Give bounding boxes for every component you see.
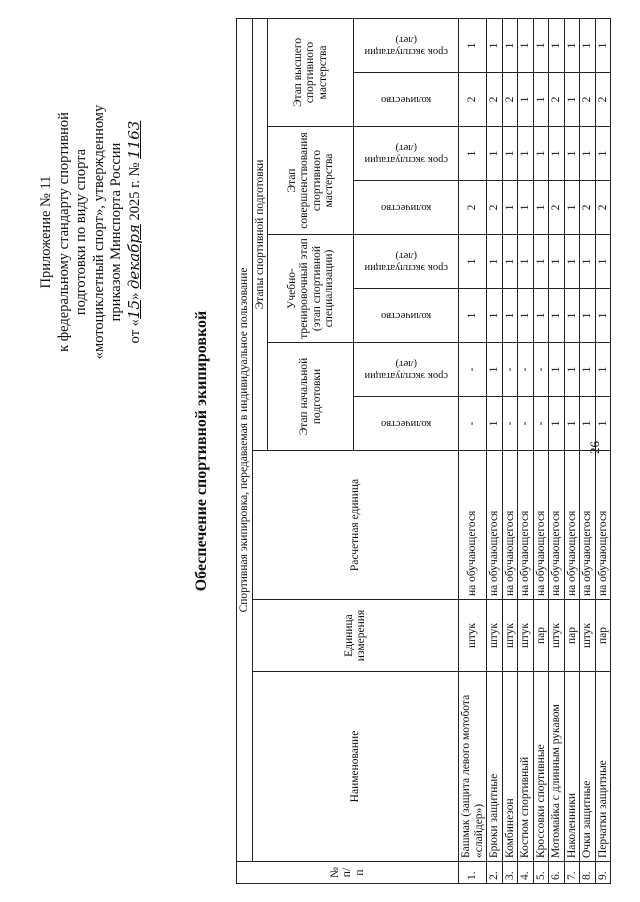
row-quantity: 1 bbox=[518, 73, 534, 127]
date-year: 2025 г. № bbox=[126, 162, 143, 221]
row-term: 1 bbox=[533, 18, 549, 72]
appendix-line-2: к федеральному стандарту спортивной bbox=[55, 112, 72, 352]
table-row bbox=[564, 18, 580, 883]
row-term: 1 bbox=[487, 235, 503, 289]
row-number: 7. bbox=[564, 862, 580, 884]
row-term: - bbox=[533, 343, 549, 397]
row-quantity: 1 bbox=[533, 73, 549, 127]
row-quantity: 1 bbox=[595, 397, 611, 451]
row-quantity: 1 bbox=[580, 397, 596, 451]
row-name: Костюм спортивный bbox=[518, 672, 534, 862]
row-quantity: 1 bbox=[580, 289, 596, 343]
row-quantity: 2 bbox=[580, 73, 596, 127]
row-quantity: 1 bbox=[549, 289, 565, 343]
row-term: 1 bbox=[564, 18, 580, 72]
row-term: 1 bbox=[580, 18, 596, 72]
table-row bbox=[459, 18, 487, 883]
sub-header-qty: количество bbox=[354, 289, 459, 343]
row-unit: штук bbox=[580, 600, 596, 672]
row-number: 5. bbox=[533, 862, 549, 884]
appendix-line-4: «мотоциклетный спорт», утвержденному bbox=[90, 104, 107, 360]
row-term: 1 bbox=[595, 127, 611, 181]
table-row bbox=[595, 18, 611, 883]
row-unit: штук bbox=[487, 600, 503, 672]
row-unit: пар bbox=[595, 600, 611, 672]
row-term: 1 bbox=[502, 18, 518, 72]
row-name: Перчатки защитные bbox=[595, 672, 611, 862]
equipment-table bbox=[236, 18, 611, 884]
row-quantity: 2 bbox=[502, 73, 518, 127]
row-quantity: 2 bbox=[549, 73, 565, 127]
appendix-date-line bbox=[126, 22, 145, 442]
row-number: 9. bbox=[595, 862, 611, 884]
row-term: 1 bbox=[564, 343, 580, 397]
order-number: 1163 bbox=[124, 120, 143, 159]
row-quantity: - bbox=[533, 397, 549, 451]
row-unit: штук bbox=[502, 600, 518, 672]
row-quantity: 2 bbox=[487, 73, 503, 127]
row-name: Наколенники bbox=[564, 672, 580, 862]
row-calc: на обучающегося bbox=[533, 451, 549, 600]
header-num: № п/п bbox=[237, 862, 459, 884]
row-term: 1 bbox=[533, 127, 549, 181]
table-row bbox=[533, 18, 549, 883]
date-mid: » bbox=[126, 292, 143, 300]
row-quantity: 1 bbox=[595, 289, 611, 343]
row-term: 1 bbox=[518, 127, 534, 181]
row-term: 1 bbox=[487, 343, 503, 397]
row-term: 1 bbox=[549, 18, 565, 72]
row-quantity: 1 bbox=[459, 289, 487, 343]
row-quantity: 2 bbox=[580, 181, 596, 235]
row-quantity: 1 bbox=[518, 181, 534, 235]
row-term: 1 bbox=[459, 127, 487, 181]
row-term: 1 bbox=[580, 343, 596, 397]
row-quantity: 2 bbox=[459, 181, 487, 235]
row-unit: пар bbox=[564, 600, 580, 672]
document-title: Обеспечение спортивной экипировкой bbox=[193, 310, 210, 592]
date-month: декабря bbox=[124, 224, 143, 290]
date-day: 15 bbox=[124, 299, 143, 320]
row-quantity: 1 bbox=[533, 181, 549, 235]
row-name: Брюки защитные bbox=[487, 672, 503, 862]
row-quantity: - bbox=[459, 397, 487, 451]
sub-header-qty: количество bbox=[354, 181, 459, 235]
row-term: 1 bbox=[518, 18, 534, 72]
appendix-line-1: Приложение № 11 bbox=[38, 175, 54, 289]
stage-header-4: Этап высшего спортивного мастерства bbox=[268, 18, 354, 126]
row-term: 1 bbox=[502, 235, 518, 289]
stage-header-3: Этап совершенствования спортивного мастерства bbox=[268, 127, 354, 235]
row-unit: штук bbox=[518, 600, 534, 672]
row-quantity: 1 bbox=[564, 289, 580, 343]
row-calc: на обучающегося bbox=[502, 451, 518, 600]
row-unit: штук bbox=[459, 600, 487, 672]
row-calc: на обучающегося bbox=[549, 451, 565, 600]
row-name: Комбинезон bbox=[502, 672, 518, 862]
row-term: 1 bbox=[564, 235, 580, 289]
row-quantity: 2 bbox=[549, 181, 565, 235]
row-quantity: 2 bbox=[595, 73, 611, 127]
sub-header-qty: количество bbox=[354, 73, 459, 127]
stage-header-2: Учебно-тренировочный этап (этап спортивной специализации) bbox=[268, 235, 354, 343]
sub-header-term: срок эксплуатации (лет) bbox=[354, 18, 459, 72]
row-quantity: 2 bbox=[459, 73, 487, 127]
table-row bbox=[502, 18, 518, 883]
row-term: - bbox=[459, 343, 487, 397]
sub-header-term: срок эксплуатации (лет) bbox=[354, 235, 459, 289]
row-term: - bbox=[502, 343, 518, 397]
date-prefix: от « bbox=[126, 319, 143, 344]
table-row bbox=[580, 18, 596, 883]
row-number: 4. bbox=[518, 862, 534, 884]
row-quantity: 1 bbox=[564, 397, 580, 451]
row-quantity: 1 bbox=[564, 181, 580, 235]
row-calc: на обучающегося bbox=[564, 451, 580, 600]
row-calc: на обучающегося bbox=[580, 451, 596, 600]
row-number: 2. bbox=[487, 862, 503, 884]
row-term: 1 bbox=[549, 343, 565, 397]
row-term: 1 bbox=[595, 235, 611, 289]
appendix-line-5: приказом Минспорта России bbox=[108, 142, 124, 322]
header-calc: Расчетная единица bbox=[252, 451, 459, 600]
row-calc: на обучающегося bbox=[487, 451, 503, 600]
row-term: 1 bbox=[502, 127, 518, 181]
row-term: 1 bbox=[487, 127, 503, 181]
header-stages: Этапы спортивной подготовки bbox=[252, 18, 268, 450]
table-row bbox=[549, 18, 565, 883]
sub-header-term: срок эксплуатации (лет) bbox=[354, 127, 459, 181]
row-quantity: 2 bbox=[487, 181, 503, 235]
row-calc: на обучающегося bbox=[459, 451, 487, 600]
row-quantity: - bbox=[518, 397, 534, 451]
header-name: Наименование bbox=[252, 672, 459, 862]
appendix-header bbox=[38, 22, 144, 442]
appendix-line-3: подготовки по виду спорта bbox=[73, 148, 89, 316]
row-quantity: 2 bbox=[595, 181, 611, 235]
row-quantity: 1 bbox=[487, 397, 503, 451]
row-term: 1 bbox=[459, 18, 487, 72]
row-term: 1 bbox=[487, 18, 503, 72]
row-term: 1 bbox=[595, 343, 611, 397]
table-row bbox=[518, 18, 534, 883]
row-quantity: - bbox=[502, 397, 518, 451]
row-term: 1 bbox=[595, 18, 611, 72]
sub-header-term: срок эксплуатации (лет) bbox=[354, 343, 459, 397]
sub-header-qty: количество bbox=[354, 397, 459, 451]
row-term: 1 bbox=[580, 235, 596, 289]
row-term: - bbox=[518, 343, 534, 397]
row-term: 1 bbox=[564, 127, 580, 181]
row-unit: штук bbox=[549, 600, 565, 672]
row-quantity: 1 bbox=[533, 289, 549, 343]
row-calc: на обучающегося bbox=[595, 451, 611, 600]
row-number: 8. bbox=[580, 862, 596, 884]
row-number: 1. bbox=[459, 862, 487, 884]
table-body bbox=[459, 18, 611, 883]
row-term: 1 bbox=[518, 235, 534, 289]
table-row bbox=[487, 18, 503, 883]
row-term: 1 bbox=[533, 235, 549, 289]
row-name: Башмак (защита левого мотобота «слайдер») bbox=[459, 672, 487, 862]
header-group: Спортивная экипировка, передаваемая в индивидуальное пользование bbox=[237, 18, 253, 861]
row-calc: на обучающегося bbox=[518, 451, 534, 600]
row-quantity: 1 bbox=[487, 289, 503, 343]
row-unit: пар bbox=[533, 600, 549, 672]
row-quantity: 1 bbox=[518, 289, 534, 343]
row-quantity: 1 bbox=[564, 73, 580, 127]
row-term: 1 bbox=[459, 235, 487, 289]
stage-header-1: Этап начальной подготовки bbox=[268, 343, 354, 451]
row-term: 1 bbox=[549, 127, 565, 181]
row-name: Очки защитные bbox=[580, 672, 596, 862]
row-term: 1 bbox=[580, 127, 596, 181]
header-unit: Единица измерения bbox=[252, 600, 459, 672]
row-name: Мотомайка с длинным рукавом bbox=[549, 672, 565, 862]
row-quantity: 1 bbox=[549, 397, 565, 451]
row-quantity: 1 bbox=[502, 289, 518, 343]
row-quantity: 1 bbox=[502, 181, 518, 235]
row-number: 3. bbox=[502, 862, 518, 884]
row-term: 1 bbox=[549, 235, 565, 289]
row-name: Кроссовки спортивные bbox=[533, 672, 549, 862]
row-number: 6. bbox=[549, 862, 565, 884]
page-number: 26 bbox=[587, 441, 602, 454]
